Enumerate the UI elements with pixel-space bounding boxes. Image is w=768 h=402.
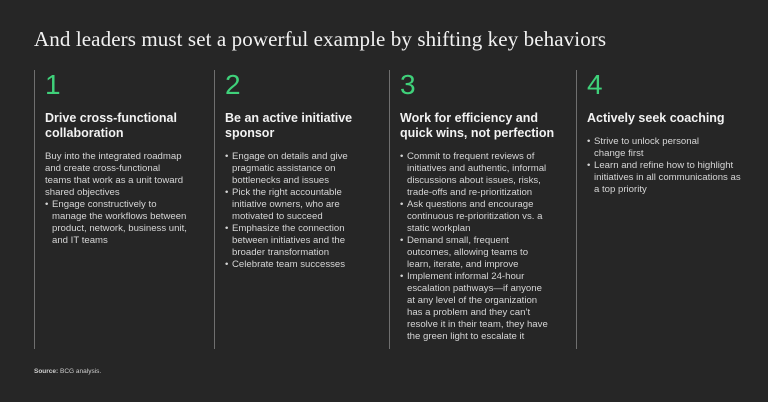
column-heading: Be an active initiative sponsor	[225, 111, 353, 140]
source-note	[34, 368, 101, 375]
column-heading: Work for efficiency and quick wins, not perfection	[400, 111, 555, 140]
bullet-list	[45, 199, 187, 247]
bullet-item: • Demand small, frequent outcomes, allowing teams to learn, iterate, and improve	[400, 235, 550, 271]
page-title: And leaders must set a powerful example by shifting key behaviors	[34, 27, 607, 51]
column-heading: Drive cross-functional collaboration	[45, 111, 177, 140]
column-body	[225, 151, 361, 271]
bullet-item: • Celebrate team successes	[225, 259, 361, 271]
column-number: 4	[587, 69, 603, 100]
source-label: Source:	[34, 368, 59, 375]
bullet-list	[225, 151, 361, 271]
bullet-list	[587, 136, 747, 196]
bullet-item: • Implement informal 24-hour escalation pathways—if anyone at any level of the organization has a problem and they can’t resolve it in their team, they have the green light to escalate it	[400, 271, 550, 343]
column-body	[400, 151, 550, 343]
bullet-item: • Engage on details and give pragmatic assistance on bottlenecks and issues	[225, 151, 361, 187]
bullet-item: • Learn and refine how to highlight initiatives in all communications as a top priority	[587, 160, 747, 196]
bullet-item: • Strive to unlock personal change first	[587, 136, 712, 160]
column-body	[587, 136, 747, 196]
column-2	[214, 70, 382, 349]
bullet-item: • Pick the right accountable initiative owners, who are motivated to succeed	[225, 187, 361, 223]
column-heading: Actively seek coaching	[587, 111, 725, 125]
column-number: 2	[225, 69, 241, 100]
column-intro: Buy into the integrated roadmap and create cross-functional teams that work as a unit toward shared objectives	[45, 151, 184, 198]
bullet-list	[400, 151, 550, 343]
column-1	[34, 70, 202, 349]
column-number: 1	[45, 69, 61, 100]
source-text: BCG analysis.	[60, 368, 102, 375]
bullet-item: • Commit to frequent reviews of initiatives and authentic, informal discussions about issues, risks, trade-offs and re-prioritization	[400, 151, 550, 199]
column-4	[576, 70, 744, 349]
column-number: 3	[400, 69, 416, 100]
bullet-item: • Ask questions and encourage continuous re-prioritization vs. a static workplan	[400, 199, 550, 235]
bullet-item: • Emphasize the connection between initiatives and the broader transformation	[225, 223, 361, 259]
bullet-item: • Engage constructively to manage the workflows between product, network, business unit, and IT teams	[45, 199, 187, 247]
column-body	[45, 151, 187, 247]
column-3	[389, 70, 569, 349]
